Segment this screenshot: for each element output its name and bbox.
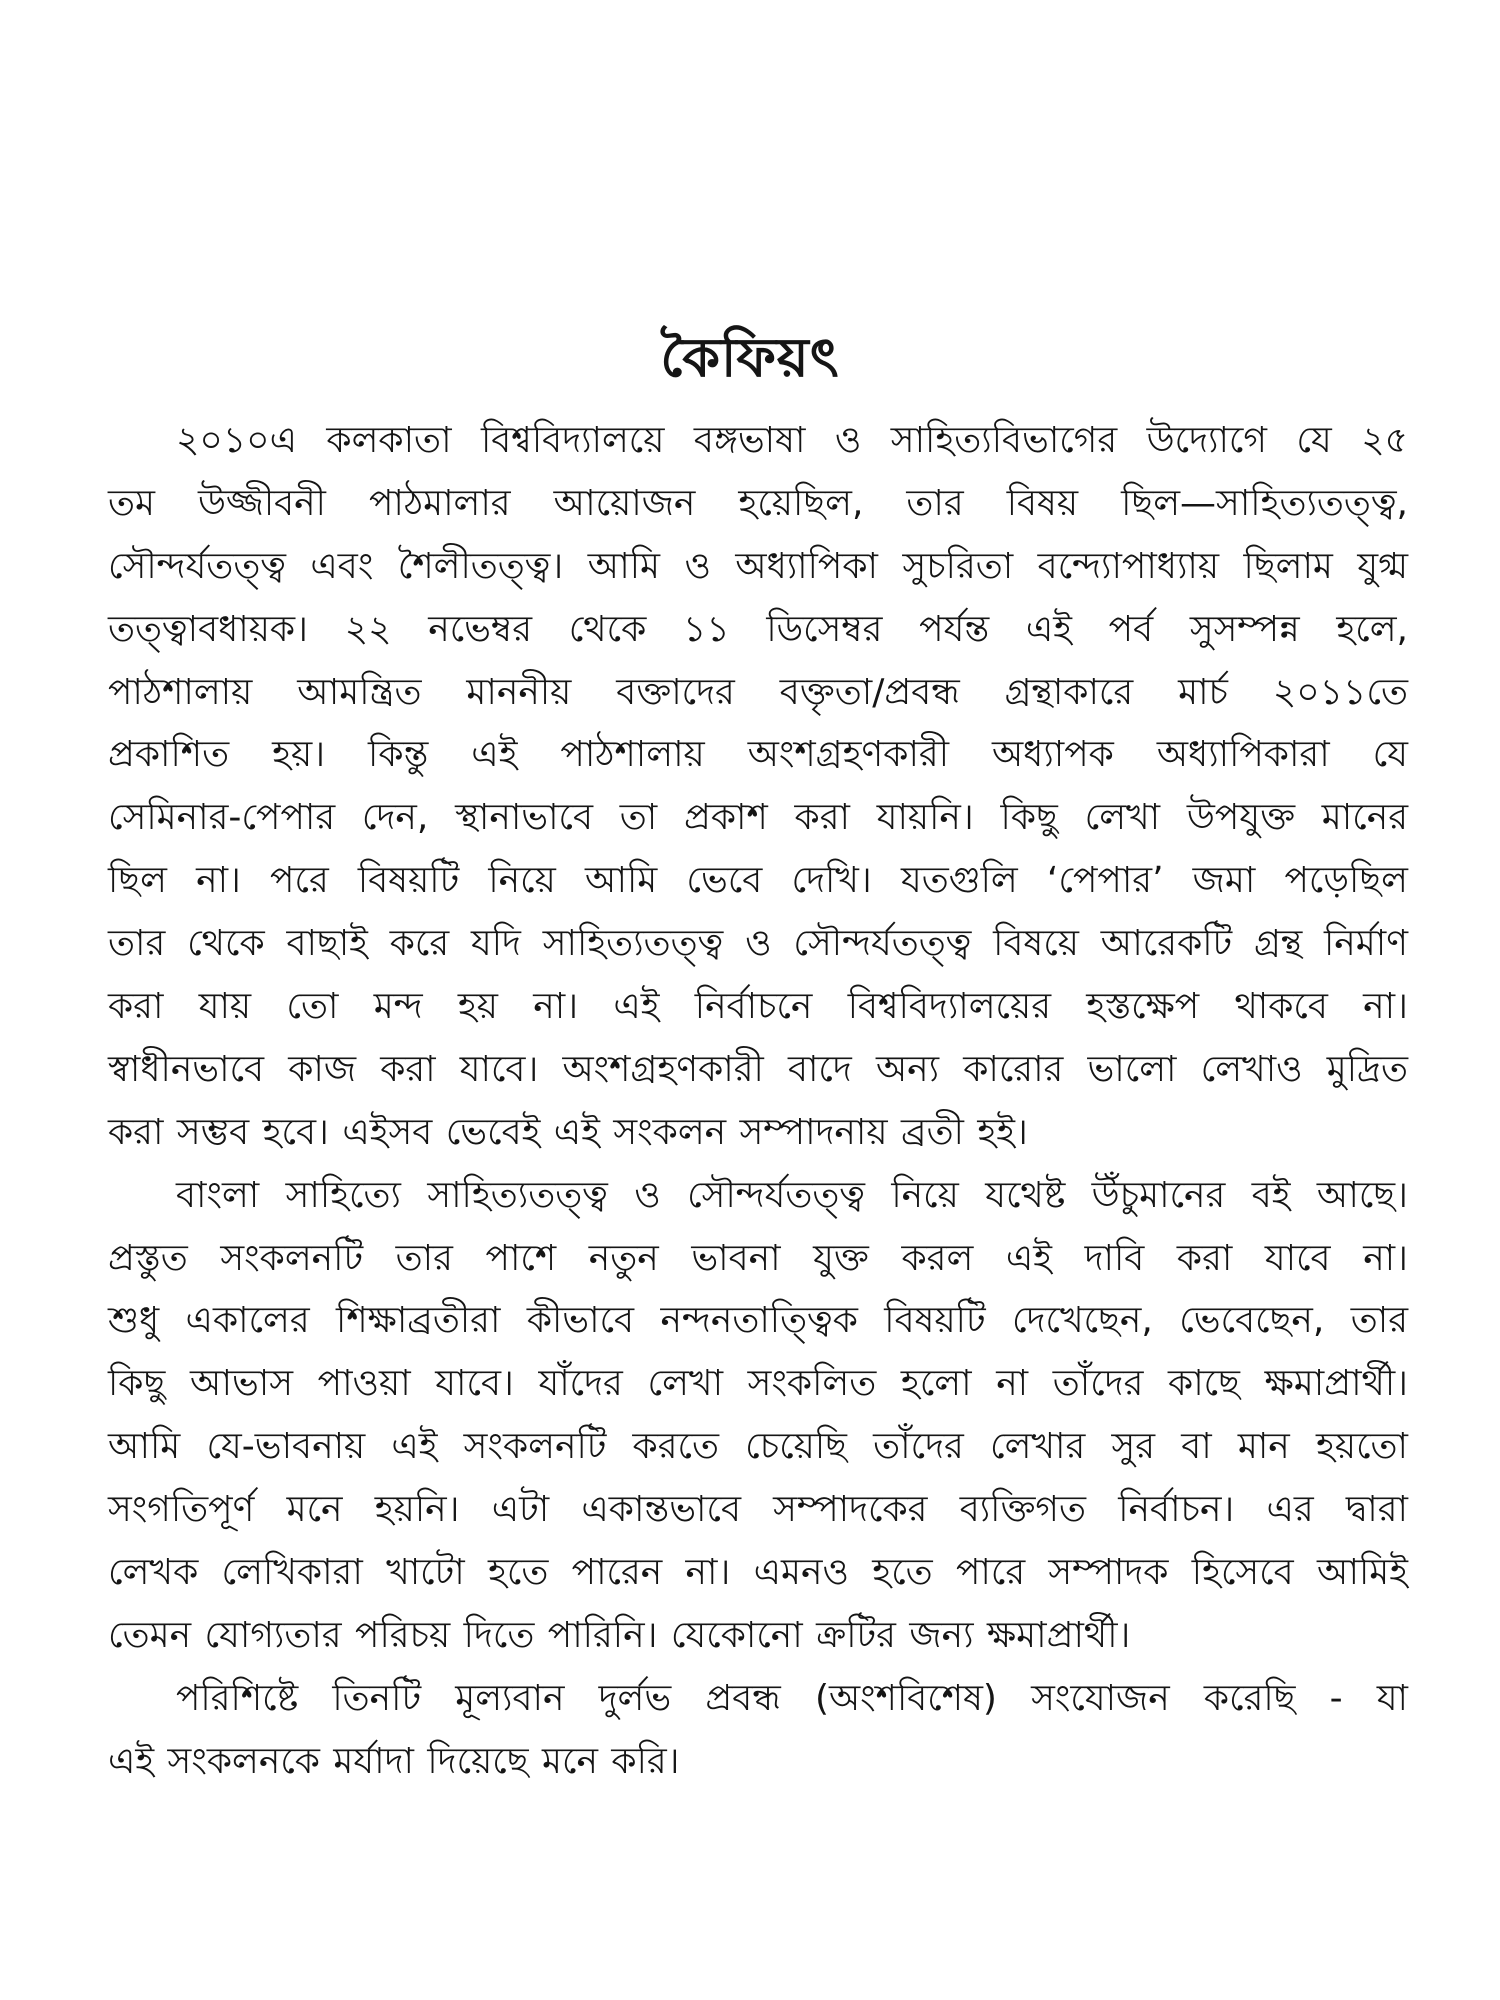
- text-line: প্রস্তুত সংকলনটি তার পাশে নতুন ভাবনা যুক্ত করল এই দাবি করা যাবে না।: [108, 1237, 1408, 1279]
- text-line: সৌন্দর্যতত্ত্ব এবং শৈলীতত্ত্ব। আমি ও অধ্যাপিকা সুচরিতা বন্দ্যোপাধ্যায় ছিলাম যুগ্ম: [108, 545, 1408, 587]
- text-line: ২০১০এ কলকাতা বিশ্ববিদ্যালয়ে বঙ্গভাষা ও সাহিত্যবিভাগের উদ্যোগে যে ২৫: [176, 420, 1408, 461]
- text-line: স্বাধীনভাবে কাজ করা যাবে। অংশগ্রহণকারী বাদে অন্য কারোর ভালো লেখাও মুদ্রিত: [108, 1048, 1408, 1090]
- text-line: তম উজ্জীবনী পাঠমালার আয়োজন হয়েছিল, তার বিষয় ছিল—সাহিত্যতত্ত্ব,: [108, 482, 1408, 524]
- text-line: প্রকাশিত হয়। কিন্তু এই পাঠশালায় অংশগ্রহণকারী অধ্যাপক অধ্যাপিকারা যে: [108, 734, 1408, 776]
- text-line: সংগতিপূর্ণ মনে হয়নি। এটা একান্তভাবে সম্পাদকের ব্যক্তিগত নির্বাচন। এর দ্বারা: [108, 1489, 1408, 1531]
- text-line: তেমন যোগ্যতার পরিচয় দিতে পারিনি। যেকোনো ক্রটির জন্য ক্ষমাপ্রার্থী।: [108, 1614, 1131, 1656]
- text-line: কিছু আভাস পাওয়া যাবে। যাঁদের লেখা সংকলিত হলো না তাঁদের কাছে ক্ষমাপ্রার্থী।: [108, 1363, 1408, 1405]
- text-line: আমি যে-ভাবনায় এই সংকলনটি করতে চেয়েছি তাঁদের লেখার সুর বা মান হয়তো: [108, 1426, 1408, 1468]
- text-line: শুধু একালের শিক্ষাব্রতীরা কীভাবে নন্দনতাত্ত্বিক বিষয়টি দেখেছেন, ভেবেছেন, তার: [108, 1300, 1408, 1342]
- text-line: তার থেকে বাছাই করে যদি সাহিত্যতত্ত্ব ও সৌন্দর্যতত্ত্ব বিষয়ে আরেকটি গ্রন্থ নির্মাণ: [108, 923, 1408, 965]
- text-line: লেখক লেখিকারা খাটো হতে পারেন না। এমনও হতে পারে সম্পাদক হিসেবে আমিই: [108, 1552, 1408, 1594]
- text-line: এই সংকলনকে মর্যাদা দিয়েছে মনে করি।: [108, 1740, 680, 1782]
- text-line: পরিশিষ্টে তিনটি মূল্যবান দুর্লভ প্রবন্ধ (অংশবিশেষ) সংযোজন করেছি - যা: [176, 1677, 1408, 1719]
- text-line: পাঠশালায় আমন্ত্রিত মাননীয় বক্তাদের বক্তৃতা/প্রবন্ধ গ্রন্থাকারে মার্চ ২০১১তে: [108, 671, 1408, 713]
- preface-body: [108, 410, 1408, 1794]
- text-line: করা যায় তো মন্দ হয় না। এই নির্বাচনে বিশ্ববিদ্যালয়ের হস্তক্ষেপ থাকবে না।: [108, 986, 1408, 1028]
- text-line: সেমিনার-পেপার দেন, স্থানাভাবে তা প্রকাশ করা যায়নি। কিছু লেখা উপযুক্ত মানের: [108, 797, 1408, 839]
- text-line: বাংলা সাহিত্যে সাহিত্যতত্ত্ব ও সৌন্দর্যতত্ত্ব নিয়ে যথেষ্ট উঁচুমানের বই আছে।: [176, 1174, 1408, 1216]
- page-title: কৈফিয়ৎ: [660, 326, 840, 389]
- text-line: তত্ত্বাবধায়ক। ২২ নভেম্বর থেকে ১১ ডিসেম্বর পর্যন্ত এই পর্ব সুসম্পন্ন হলে,: [108, 608, 1408, 650]
- text-line: ছিল না। পরে বিষয়টি নিয়ে আমি ভেবে দেখি। যতগুলি ‘পেপার’ জমা পড়েছিল: [108, 860, 1408, 902]
- text-line: করা সম্ভব হবে। এইসব ভেবেই এই সংকলন সম্পাদনায় ব্রতী হই।: [108, 1111, 1028, 1153]
